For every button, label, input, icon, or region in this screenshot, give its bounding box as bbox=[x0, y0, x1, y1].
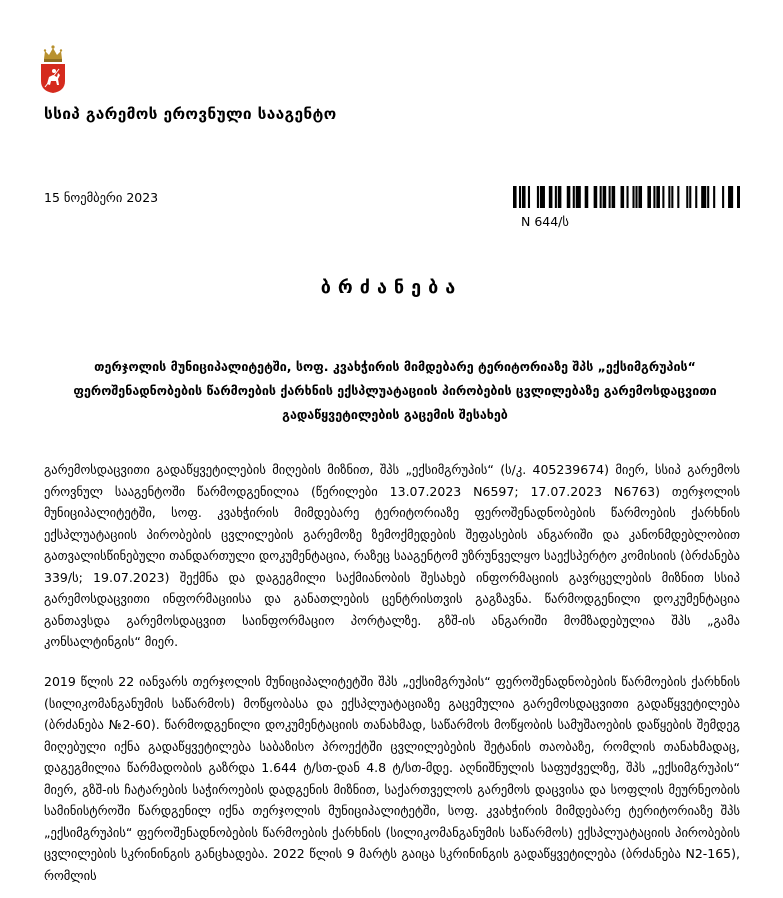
barcode-image bbox=[513, 186, 740, 208]
document-date: 15 ნოემბერი 2023 bbox=[44, 190, 159, 205]
body-paragraph-2: 2019 წლის 22 იანვარს თერჯოლის მუნიციპალიტეტში შპს „ექსიმგრუპის“ ფეროშენადნობების წარმოების ქარხნის (სილიკომანგანუმის საწარმოს) მოწყობასა და ექსპლუატაციაზე გაცემულია გარემოსდაცვითი გადაწყვეტილება (ბრძანება №2-60). წარმოდგენილი დოკუმენტაციის თანახმად, საწარმოს მოწყობის სამუშაოების დაწყების შემდეგ მიღებული იქნა გადაწყვეტილება საბაზისო პროექტში ცვლილებების შეტანის თაობაზე, რომლის თანახმადაც, დაგეგმილია წარმადობის გაზრდა 1.644 ტ/სთ-დან 4.8 ტ/სთ-მდე. აღნიშნულის საფუძველზე, შპს „ექსიმგრუპის“ მიერ, გზშ-ის ჩატარების საჭიროების დადგენის მიზნით, საქართველოს გარემოს დაცვისა და სოფლის მეურნეობის სამინისტროში წარდგენილ იქნა თერჯოლის მუნიციპალიტეტში, სოფ. კვახჭირის მიმდებარე ტერიტორიაზე შპს „ექსიმგრუპის“ ფეროშენადნობების წარმოების ქარხნის (სილიკომანგანუმის საწარმოს) ექსპლუატაციის პირობების ცვლილების სკრინინგის განცხადება. 2022 წლის 9 მარტს გაიცა სკრინინგის გადაწყვეტილება (ბრძანება N2-165), რომლის bbox=[44, 674, 740, 883]
order-subject: თერჯოლის მუნიციპალიტეტში, სოფ. კვახჭირის მიმდებარე ტერიტორიაზე შპს „ექსიმგრუპის“ ფეროშენადნობების წარმოების ქარხნის ექსპლუატაციის პირობების ცვლილებაზე გარემოსდაცვითი გადაწყვეტილების გაცემის შესახებ bbox=[73, 359, 717, 422]
document-number: N 644/ს bbox=[521, 214, 569, 229]
body-paragraph-1: გარემოსდაცვითი გადაწყვეტილების მიღების მიზნით, შპს „ექსიმგრუპის“ (ს/კ. 405239674) მიერ, სსიპ გარემოს ეროვნულ სააგენტოში წარმოდგენილია (წერილები 13.07.2023 N6597; 17.07.2023 N6763) თერჯოლის მუნიციპალიტეტში, სოფ. კვახჭირის მიმდებარე ტერიტორიაზე ფეროშენადნობების წარმოების ქარხნის ექსპლუატაციის პირობების ცვლილების გარემოზე ზემოქმედების შეფასების ანგარიში და კანონმდებლობით გათვალისწინებული თანდართული დოკუმენტაცია, რაზეც სააგენტომ უზრუნველყო საექსპერტო კომისიის (ბრძანება 339/ს; 19.07.2023) შექმნა და დაგეგმილი საქმიანობის შესახებ ინფორმაციის გავრცელების მიზნით სსიპ გარემოსდაცვითი ინფორმაციისა და განათლების ცენტრისთვის გაგზავნა. წარმოდგენილი დოკუმენტაცია განთავსდა გარემოსდაცვით საინფორმაციო პორტალზე. გზშ-ის ანგარიში მომზადებულია შპს „გამა კონსალტინგის“ მიერ. bbox=[44, 462, 740, 649]
georgia-coat-of-arms-icon bbox=[40, 42, 66, 94]
order-title: ბრძანება bbox=[320, 277, 463, 298]
agency-name: სსიპ გარემოს ეროვნული სააგენტო bbox=[44, 105, 337, 123]
